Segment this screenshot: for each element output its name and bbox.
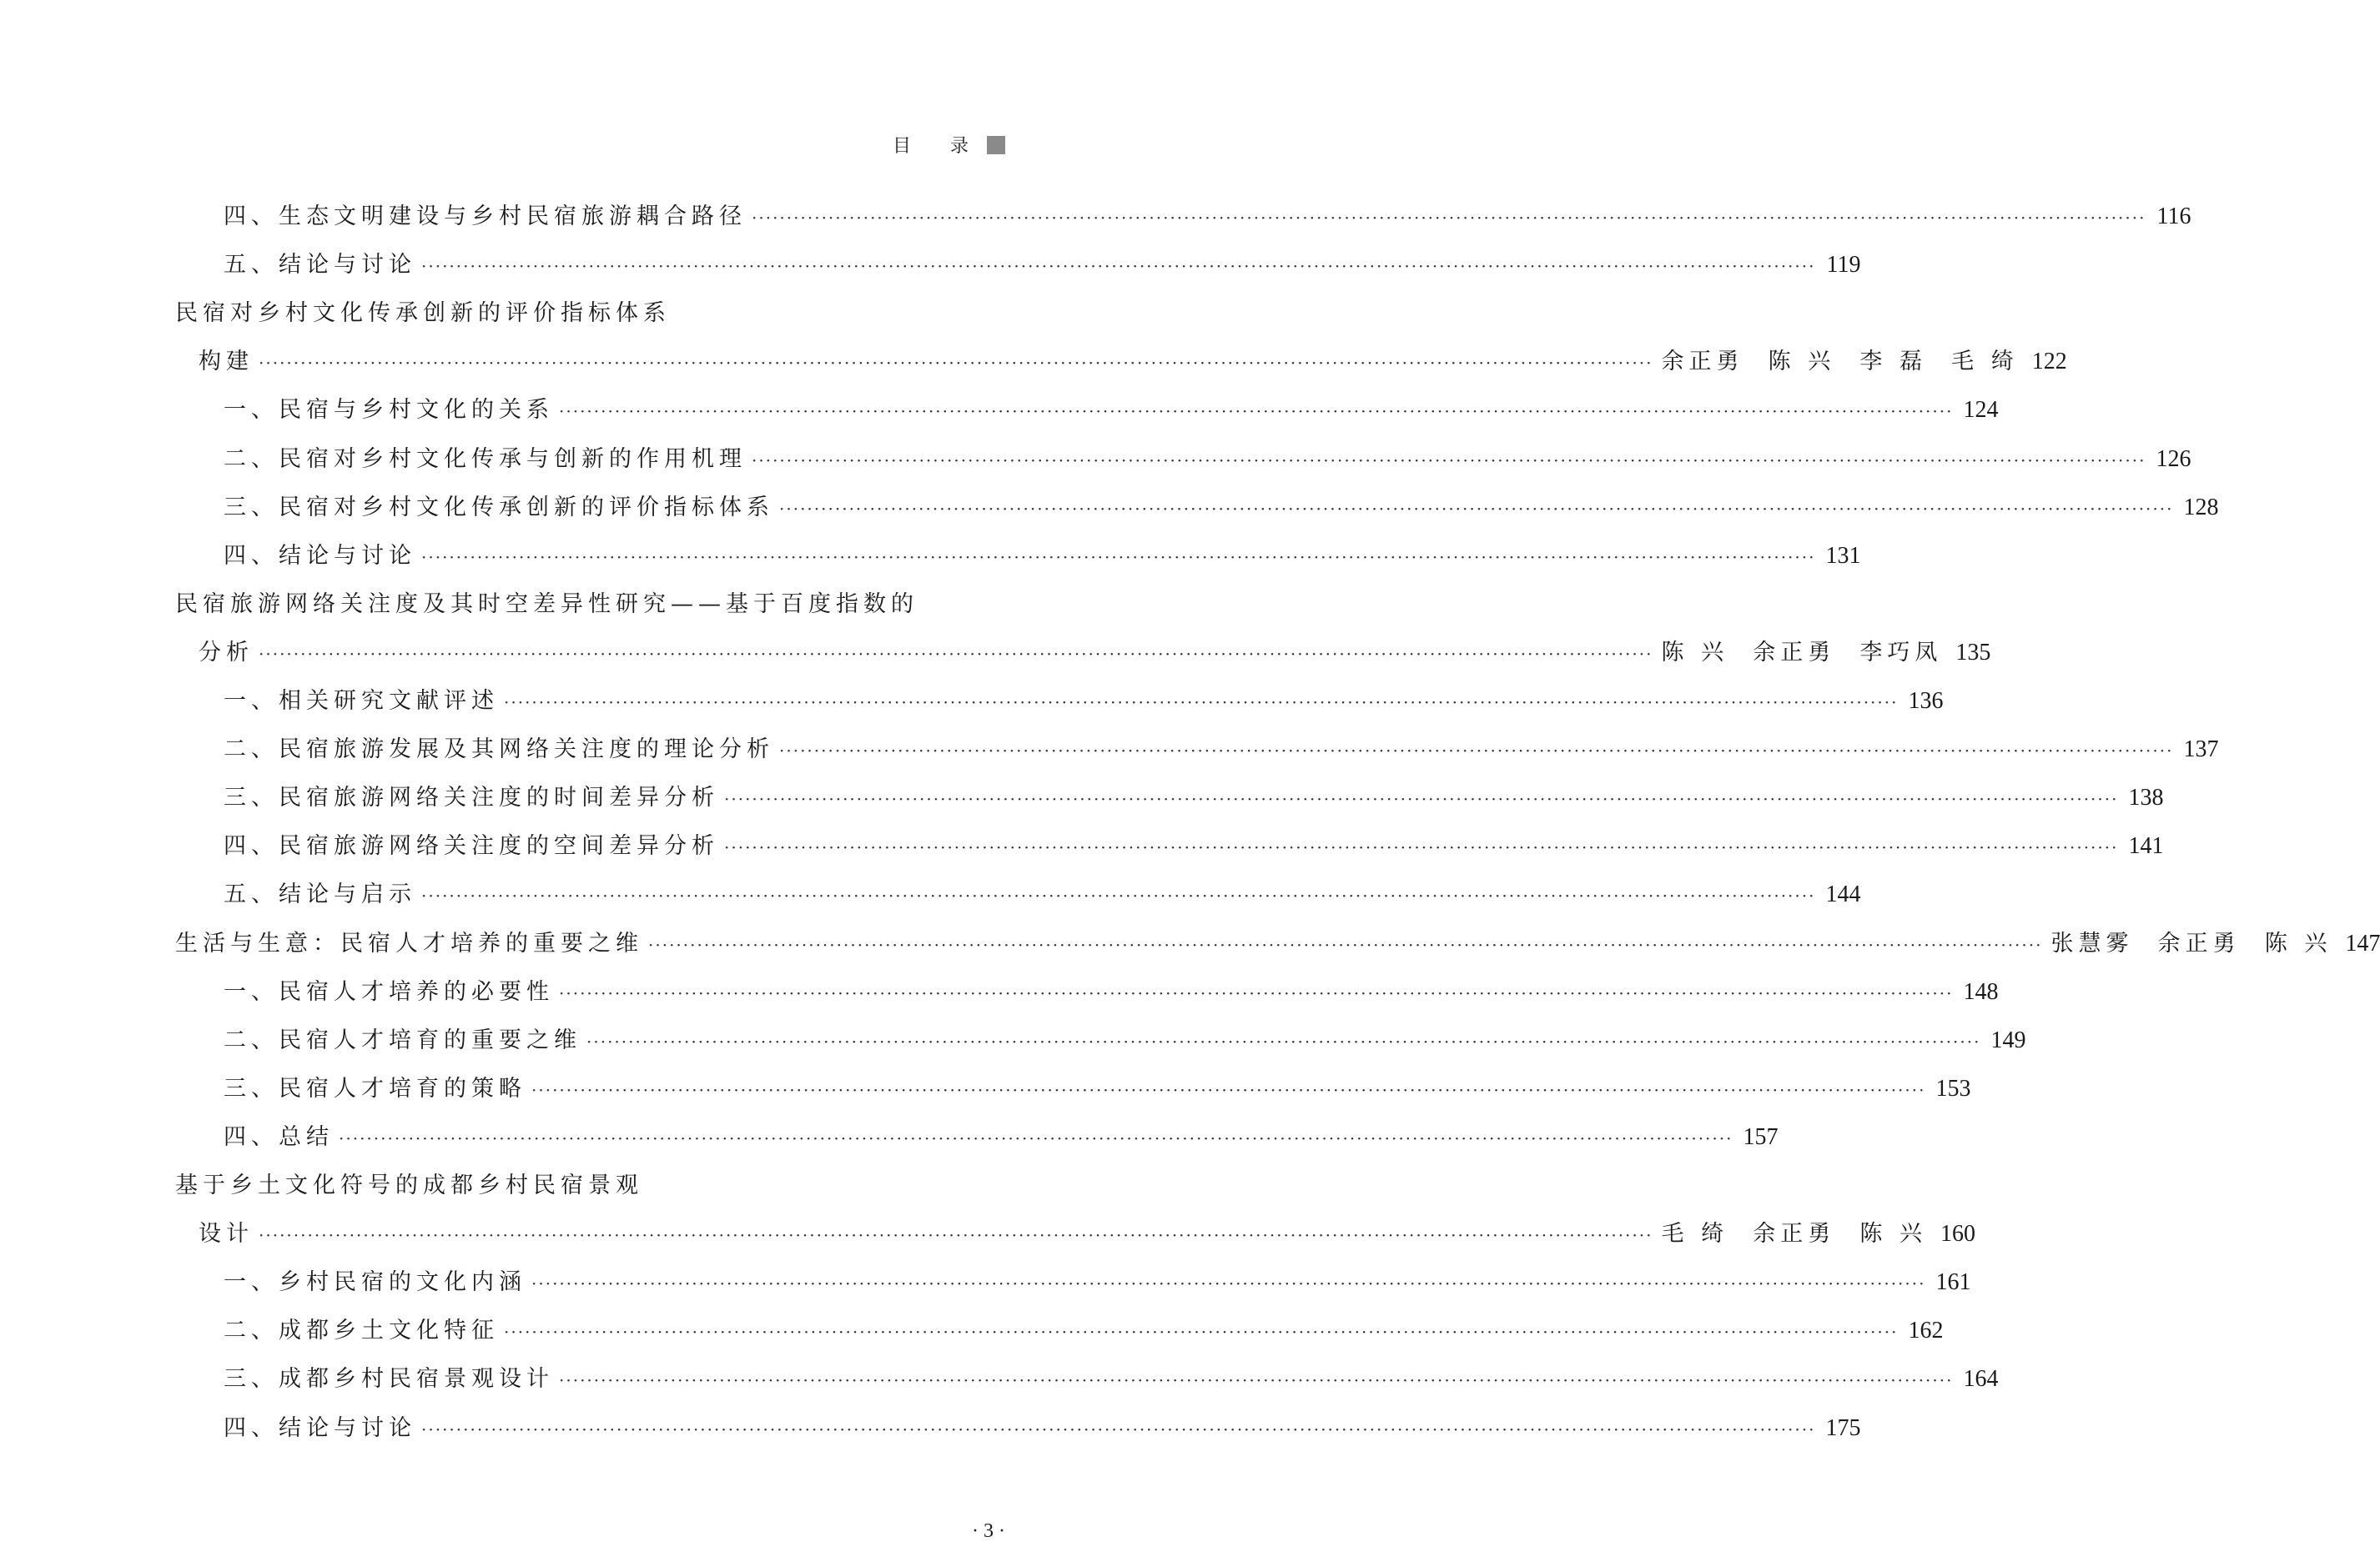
toc-leader-dots: ········································································································································································································ bbox=[259, 1225, 1653, 1246]
toc-entry[interactable] bbox=[0, 297, 1182, 330]
toc-entry[interactable] bbox=[0, 1266, 1971, 1299]
toc-leader-dots: ········································································································································································································ bbox=[559, 982, 1954, 1003]
toc-entry-title: 四、民宿旅游网络关注度的空间差异分析 bbox=[224, 833, 719, 860]
toc-entry-page: 147 bbox=[2345, 930, 2380, 957]
toc-leader-dots: ········································································································································································································ bbox=[421, 1419, 1816, 1439]
toc-entry-title: 分析 bbox=[199, 639, 254, 666]
toc-leader-dots: ········································································································································································································ bbox=[586, 1031, 1981, 1052]
toc-entry-title: 一、相关研究文献评述 bbox=[224, 688, 499, 714]
toc-entry-title: 四、结论与讨论 bbox=[224, 542, 416, 569]
toc-entry[interactable] bbox=[0, 878, 1861, 912]
toc-entry-authors: 余正勇 陈 兴 李 磊 毛 绮 bbox=[1661, 349, 2019, 375]
toc-entry[interactable] bbox=[0, 976, 1999, 1009]
toc-entry[interactable] bbox=[0, 685, 1944, 718]
toc-entry[interactable] bbox=[0, 830, 2164, 863]
toc-leader-dots: ········································································································································································································ bbox=[421, 886, 1816, 907]
toc-entry[interactable] bbox=[0, 345, 2067, 379]
toc-entry-page: 122 bbox=[2031, 349, 2067, 375]
toc-entry-title: 三、成都乡村民宿景观设计 bbox=[224, 1366, 554, 1393]
toc-entry-title: 四、生态文明建设与乡村民宿旅游耦合路径 bbox=[224, 203, 747, 229]
toc-entry-title: 三、民宿对乡村文化传承创新的评价指标体系 bbox=[224, 494, 774, 520]
toc-leader-dots: ········································································································································································································ bbox=[559, 1370, 1954, 1391]
toc-entry[interactable] bbox=[0, 636, 1991, 670]
toc-entry-title: 三、民宿旅游网络关注度的时间差异分析 bbox=[224, 785, 719, 811]
header-square-icon bbox=[987, 136, 1005, 154]
toc-leader-dots: ········································································································································································································ bbox=[531, 1273, 1926, 1294]
toc-leader-dots: ········································································································································································································ bbox=[724, 837, 2119, 858]
toc-entry-page: 161 bbox=[1935, 1269, 1971, 1296]
toc-entry[interactable] bbox=[0, 1412, 1861, 1445]
toc-entry-title: 构建 bbox=[199, 349, 254, 375]
toc-entry-page: 124 bbox=[1963, 397, 1999, 424]
header-title: 目 录 bbox=[893, 136, 985, 157]
toc-entry[interactable] bbox=[0, 781, 2164, 815]
toc-entry-page: 137 bbox=[2183, 736, 2219, 763]
toc-entry-page: 138 bbox=[2128, 785, 2164, 811]
toc-entry-page: 141 bbox=[2128, 833, 2164, 860]
toc-leader-dots: ········································································································································································································ bbox=[339, 1128, 1733, 1148]
toc-leader-dots: ········································································································································································································ bbox=[259, 353, 1653, 374]
toc-entry-page: 126 bbox=[2156, 445, 2191, 472]
toc-entry-title: 五、结论与讨论 bbox=[224, 252, 416, 279]
toc-leader-dots: ········································································································································································································ bbox=[421, 256, 1816, 277]
toc-entry[interactable] bbox=[0, 1024, 2026, 1057]
toc-entry[interactable] bbox=[0, 491, 2219, 525]
toc-entry-title: 民宿旅游网络关注度及其时空差异性研究——基于百度指数的 bbox=[175, 590, 918, 617]
toc-entry[interactable] bbox=[0, 588, 1182, 621]
toc-entry[interactable] bbox=[0, 1121, 1779, 1154]
toc-entry-title: 设计 bbox=[199, 1221, 254, 1248]
toc-entry-title: 生活与生意：民宿人才培养的重要之维 bbox=[175, 930, 643, 957]
toc-entry-page: 148 bbox=[1963, 978, 1999, 1005]
toc-entry-title: 二、民宿对乡村文化传承与创新的作用机理 bbox=[224, 445, 747, 472]
toc-leader-dots: ········································································································································································································ bbox=[531, 1079, 1926, 1100]
toc-entry-page: 136 bbox=[1908, 688, 1944, 714]
toc-entry-title: 四、结论与讨论 bbox=[224, 1414, 416, 1441]
toc-leader-dots: ········································································································································································································ bbox=[504, 692, 1899, 712]
toc-entry-page: 128 bbox=[2183, 494, 2219, 520]
toc-entry-page: 164 bbox=[1963, 1366, 1999, 1393]
toc-entry[interactable] bbox=[0, 200, 2191, 234]
toc-entry-title: 一、民宿与乡村文化的关系 bbox=[224, 397, 554, 424]
toc-entry[interactable] bbox=[0, 249, 1861, 282]
toc-entry[interactable] bbox=[0, 394, 1999, 427]
toc-entry[interactable] bbox=[0, 927, 2380, 961]
toc-entry-authors: 陈 兴 余正勇 李巧凤 bbox=[1661, 639, 1943, 666]
toc-entry-title: 一、乡村民宿的文化内涵 bbox=[224, 1269, 526, 1296]
toc-entry-page: 149 bbox=[1990, 1027, 2026, 1053]
toc-entry-title: 二、成都乡土文化特征 bbox=[224, 1318, 499, 1344]
toc-entry-page: 116 bbox=[2156, 203, 2191, 229]
page-number: · 3 · bbox=[972, 1520, 1005, 1542]
toc-entry-authors: 张慧雾 余正勇 陈 兴 bbox=[2050, 930, 2332, 957]
toc-entry[interactable] bbox=[0, 1169, 1182, 1203]
toc-leader-dots: ········································································································································································································ bbox=[752, 450, 2146, 470]
running-header bbox=[893, 132, 1005, 158]
toc-leader-dots: ········································································································································································································ bbox=[421, 546, 1816, 567]
toc-entry-title: 三、民宿人才培育的策略 bbox=[224, 1075, 526, 1102]
toc-entry-title: 五、结论与启示 bbox=[224, 881, 416, 908]
toc-leader-dots: ········································································································································································································ bbox=[724, 789, 2119, 810]
toc-entry[interactable] bbox=[0, 443, 2191, 476]
toc-leader-dots: ········································································································································································································ bbox=[259, 643, 1653, 664]
toc-entry-title: 二、民宿旅游发展及其网络关注度的理论分析 bbox=[224, 736, 774, 763]
toc-entry-authors: 毛 绮 余正勇 陈 兴 bbox=[1661, 1221, 1927, 1248]
toc-leader-dots: ········································································································································································································ bbox=[648, 934, 2043, 955]
toc-entry-page: 175 bbox=[1825, 1414, 1861, 1441]
toc-entry-page: 119 bbox=[1826, 252, 1861, 279]
toc-leader-dots: ········································································································································································································ bbox=[779, 498, 2174, 519]
toc-entry-title: 基于乡土文化符号的成都乡村民宿景观 bbox=[175, 1173, 643, 1198]
toc-entry-title: 民宿对乡村文化传承创新的评价指标体系 bbox=[175, 300, 671, 327]
toc-leader-dots: ········································································································································································································ bbox=[559, 401, 1954, 422]
toc-entry-title: 二、民宿人才培育的重要之维 bbox=[224, 1027, 581, 1053]
toc-entry-page: 157 bbox=[1743, 1123, 1779, 1150]
toc-entry-page: 144 bbox=[1825, 881, 1861, 908]
toc-entry[interactable] bbox=[0, 1363, 1999, 1396]
toc-entry-page: 135 bbox=[1955, 639, 1991, 666]
toc-entry[interactable] bbox=[0, 1314, 1944, 1348]
toc-entry[interactable] bbox=[0, 1072, 1971, 1106]
toc-entry-page: 162 bbox=[1908, 1318, 1944, 1344]
toc-leader-dots: ········································································································································································································ bbox=[779, 741, 2174, 761]
toc-entry-page: 160 bbox=[1940, 1221, 1975, 1248]
toc-entry-page: 153 bbox=[1935, 1075, 1971, 1102]
toc-leader-dots: ········································································································································································································ bbox=[752, 208, 2146, 228]
toc-entry[interactable] bbox=[0, 540, 1861, 573]
toc-entry[interactable] bbox=[0, 733, 2219, 766]
toc-entry[interactable] bbox=[0, 1218, 1975, 1251]
toc-entry-title: 四、总结 bbox=[224, 1123, 334, 1150]
toc-entry-page: 131 bbox=[1825, 542, 1861, 569]
toc-leader-dots: ········································································································································································································ bbox=[504, 1322, 1899, 1343]
toc-entry-title: 一、民宿人才培养的必要性 bbox=[224, 978, 554, 1005]
